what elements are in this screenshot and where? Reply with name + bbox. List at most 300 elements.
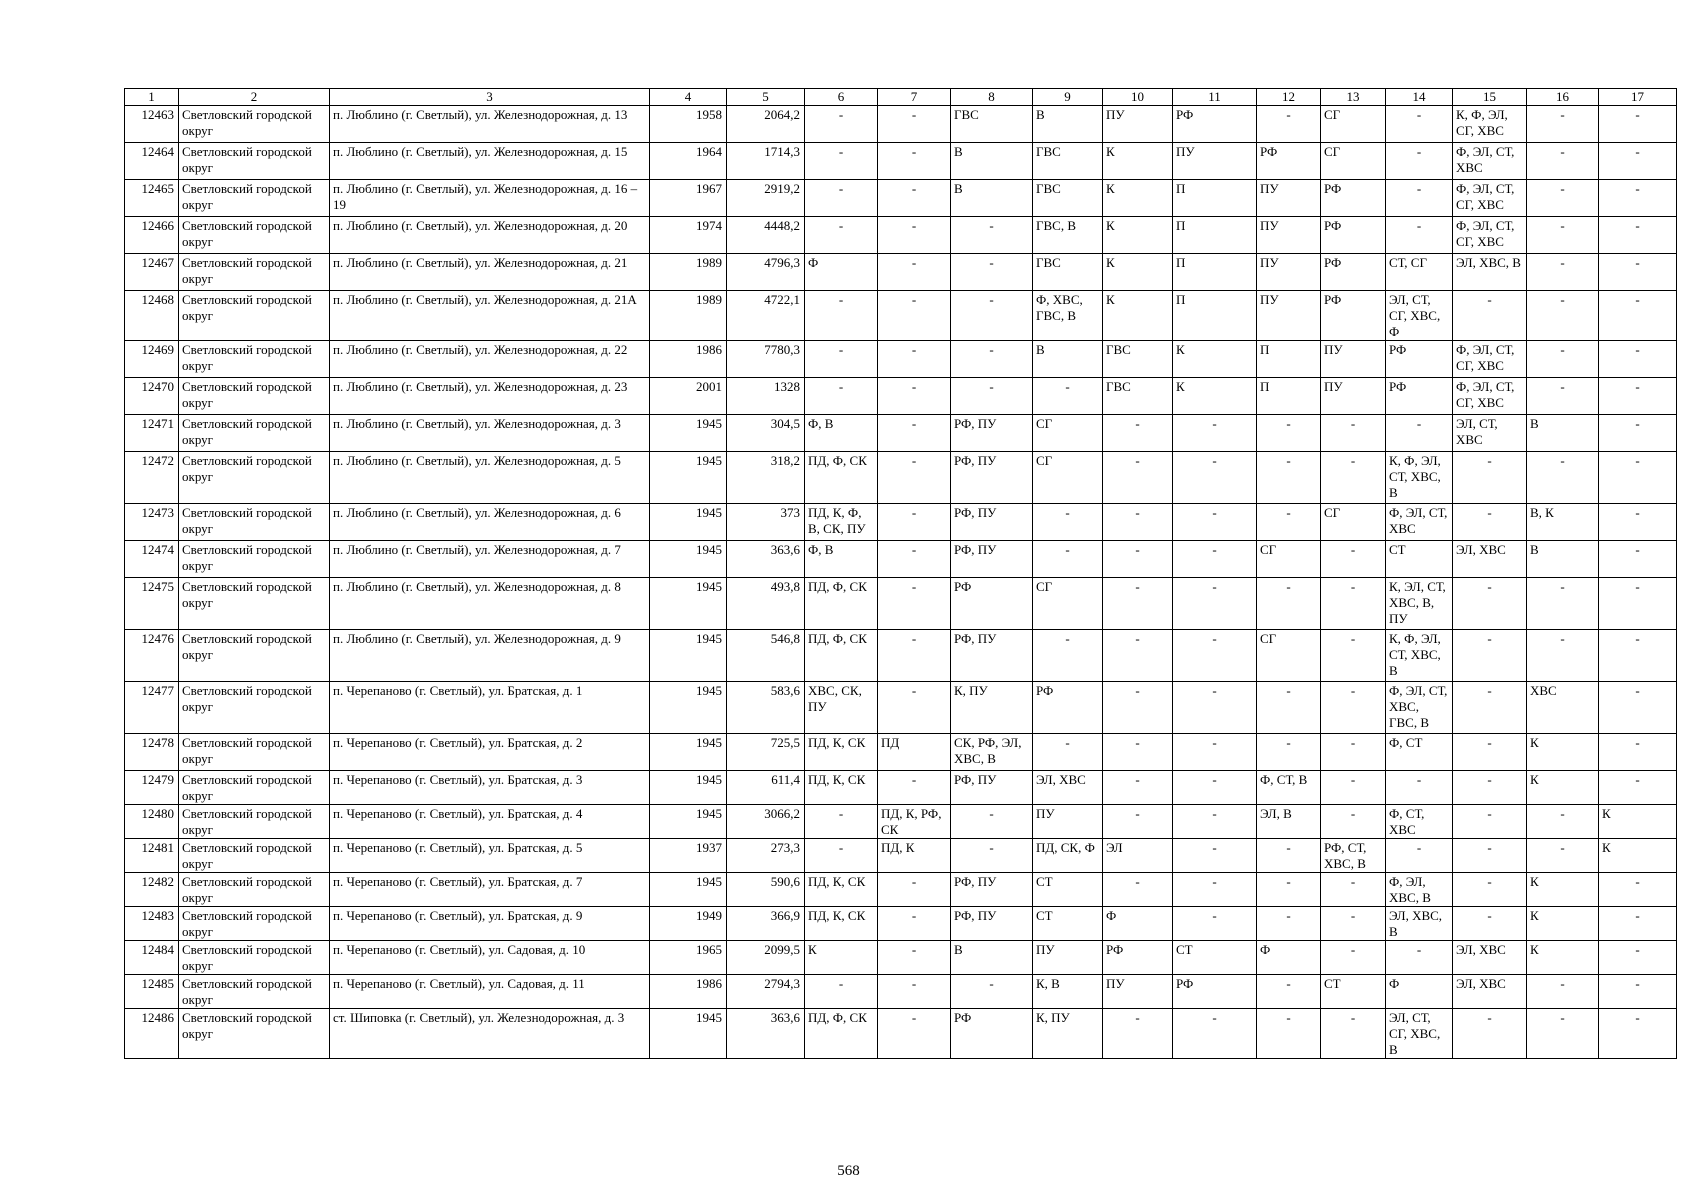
cell-col-3: п. Люблино (г. Светлый), ул. Железнодорожная, д. 16 – 19 — [330, 180, 650, 217]
cell-col-9: К, ПУ — [1033, 1009, 1103, 1059]
cell-col-6: Ф, В — [805, 415, 878, 452]
cell-col-16: К — [1527, 734, 1599, 771]
cell-col-13: - — [1321, 873, 1386, 907]
cell-col-4: 1945 — [650, 1009, 727, 1059]
cell-col-13: - — [1321, 907, 1386, 941]
cell-col-6: - — [805, 975, 878, 1009]
cell-col-13: - — [1321, 578, 1386, 630]
cell-col-5: 4722,1 — [727, 291, 805, 341]
cell-col-12: - — [1257, 873, 1321, 907]
table-row — [125, 180, 1677, 217]
cell-col-2: Светловский городской округ — [179, 805, 330, 839]
cell-col-7: - — [878, 630, 951, 682]
cell-col-5: 366,9 — [727, 907, 805, 941]
cell-col-15: - — [1453, 504, 1527, 541]
cell-col-17: - — [1599, 941, 1677, 975]
cell-col-8: - — [951, 291, 1033, 341]
cell-col-13: РФ, СТ, ХВС, В — [1321, 839, 1386, 873]
cell-col-7: - — [878, 771, 951, 805]
cell-col-11: П — [1173, 291, 1257, 341]
cell-col-4: 1945 — [650, 415, 727, 452]
cell-col-14: Ф, СТ, ХВС — [1386, 805, 1453, 839]
cell-col-8: РФ, ПУ — [951, 504, 1033, 541]
cell-col-3: п. Черепаново (г. Светлый), ул. Садовая, д. 10 — [330, 941, 650, 975]
cell-col-7: ПД, К, РФ, СК — [878, 805, 951, 839]
table-row — [125, 415, 1677, 452]
cell-col-11: ПУ — [1173, 143, 1257, 180]
cell-col-10: - — [1103, 771, 1173, 805]
cell-col-4: 1945 — [650, 452, 727, 504]
table-row — [125, 106, 1677, 143]
cell-col-9: СТ — [1033, 907, 1103, 941]
page-number: 568 — [837, 1163, 860, 1179]
cell-col-9: Ф, ХВС, ГВС, В — [1033, 291, 1103, 341]
cell-col-1: 12483 — [125, 907, 179, 941]
cell-col-1: 12469 — [125, 341, 179, 378]
cell-col-14: - — [1386, 143, 1453, 180]
cell-col-7: ПД — [878, 734, 951, 771]
cell-col-2: Светловский городской округ — [179, 341, 330, 378]
cell-col-10: К — [1103, 217, 1173, 254]
cell-col-9: ПУ — [1033, 941, 1103, 975]
cell-col-5: 2919,2 — [727, 180, 805, 217]
cell-col-11: - — [1173, 771, 1257, 805]
cell-col-9: - — [1033, 630, 1103, 682]
cell-col-16: К — [1527, 873, 1599, 907]
cell-col-6: ПД, Ф, СК — [805, 1009, 878, 1059]
cell-col-6: Ф, В — [805, 541, 878, 578]
cell-col-11: СТ — [1173, 941, 1257, 975]
cell-col-16: В, К — [1527, 504, 1599, 541]
cell-col-15: - — [1453, 452, 1527, 504]
cell-col-11: - — [1173, 839, 1257, 873]
cell-col-2: Светловский городской округ — [179, 378, 330, 415]
cell-col-2: Светловский городской округ — [179, 907, 330, 941]
cell-col-16: - — [1527, 291, 1599, 341]
cell-col-1: 12468 — [125, 291, 179, 341]
cell-col-7: - — [878, 143, 951, 180]
cell-col-14: Ф — [1386, 975, 1453, 1009]
cell-col-17: - — [1599, 504, 1677, 541]
cell-col-6: ПД, К, СК — [805, 771, 878, 805]
cell-col-12: - — [1257, 734, 1321, 771]
cell-col-5: 611,4 — [727, 771, 805, 805]
col-header-8: 8 — [951, 89, 1033, 106]
cell-col-15: - — [1453, 839, 1527, 873]
cell-col-12: - — [1257, 578, 1321, 630]
cell-col-4: 1945 — [650, 734, 727, 771]
cell-col-16: - — [1527, 805, 1599, 839]
cell-col-6: - — [805, 341, 878, 378]
cell-col-14: ЭЛ, ХВС, В — [1386, 907, 1453, 941]
cell-col-4: 1986 — [650, 341, 727, 378]
table-row — [125, 143, 1677, 180]
cell-col-11: - — [1173, 578, 1257, 630]
cell-col-11: - — [1173, 541, 1257, 578]
table-row — [125, 873, 1677, 907]
cell-col-13: - — [1321, 941, 1386, 975]
col-header-16: 16 — [1527, 89, 1599, 106]
cell-col-6: - — [805, 106, 878, 143]
cell-col-1: 12476 — [125, 630, 179, 682]
cell-col-5: 4796,3 — [727, 254, 805, 291]
cell-col-16: - — [1527, 254, 1599, 291]
cell-col-9: В — [1033, 341, 1103, 378]
cell-col-9: ГВС — [1033, 254, 1103, 291]
cell-col-14: - — [1386, 180, 1453, 217]
cell-col-10: РФ — [1103, 941, 1173, 975]
cell-col-2: Светловский городской округ — [179, 452, 330, 504]
cell-col-6: ПД, Ф, СК — [805, 578, 878, 630]
cell-col-16: - — [1527, 217, 1599, 254]
cell-col-14: - — [1386, 839, 1453, 873]
cell-col-2: Светловский городской округ — [179, 143, 330, 180]
cell-col-4: 1965 — [650, 941, 727, 975]
cell-col-6: - — [805, 378, 878, 415]
cell-col-5: 590,6 — [727, 873, 805, 907]
cell-col-12: РФ — [1257, 143, 1321, 180]
cell-col-5: 493,8 — [727, 578, 805, 630]
cell-col-9: - — [1033, 378, 1103, 415]
cell-col-7: - — [878, 291, 951, 341]
register-table — [124, 88, 1677, 1059]
cell-col-5: 2064,2 — [727, 106, 805, 143]
cell-col-9: - — [1033, 504, 1103, 541]
cell-col-17: - — [1599, 217, 1677, 254]
table-row — [125, 578, 1677, 630]
cell-col-6: ПД, К, Ф, В, СК, ПУ — [805, 504, 878, 541]
cell-col-12: СГ — [1257, 541, 1321, 578]
table-row — [125, 541, 1677, 578]
cell-col-4: 1945 — [650, 504, 727, 541]
cell-col-17: - — [1599, 106, 1677, 143]
cell-col-17: - — [1599, 452, 1677, 504]
cell-col-4: 1945 — [650, 771, 727, 805]
cell-col-11: - — [1173, 873, 1257, 907]
cell-col-8: - — [951, 839, 1033, 873]
cell-col-14: СТ — [1386, 541, 1453, 578]
table-body — [125, 106, 1677, 1059]
cell-col-10: - — [1103, 415, 1173, 452]
cell-col-11: К — [1173, 378, 1257, 415]
cell-col-14: - — [1386, 941, 1453, 975]
cell-col-7: - — [878, 217, 951, 254]
table-row — [125, 907, 1677, 941]
cell-col-8: - — [951, 341, 1033, 378]
cell-col-16: - — [1527, 180, 1599, 217]
cell-col-2: Светловский городской округ — [179, 217, 330, 254]
cell-col-15: Ф, ЭЛ, СТ, СГ, ХВС — [1453, 378, 1527, 415]
cell-col-6: Ф — [805, 254, 878, 291]
cell-col-2: Светловский городской округ — [179, 254, 330, 291]
cell-col-9: СГ — [1033, 578, 1103, 630]
cell-col-17: - — [1599, 578, 1677, 630]
cell-col-1: 12479 — [125, 771, 179, 805]
cell-col-12: - — [1257, 682, 1321, 734]
cell-col-11: К — [1173, 341, 1257, 378]
cell-col-8: СК, РФ, ЭЛ, ХВС, В — [951, 734, 1033, 771]
cell-col-13: - — [1321, 1009, 1386, 1059]
cell-col-9: ГВС, В — [1033, 217, 1103, 254]
cell-col-5: 363,6 — [727, 541, 805, 578]
cell-col-12: - — [1257, 106, 1321, 143]
col-header-15: 15 — [1453, 89, 1527, 106]
cell-col-17: - — [1599, 630, 1677, 682]
cell-col-7: - — [878, 1009, 951, 1059]
cell-col-7: - — [878, 975, 951, 1009]
cell-col-10: - — [1103, 682, 1173, 734]
cell-col-12: - — [1257, 839, 1321, 873]
cell-col-13: - — [1321, 805, 1386, 839]
cell-col-13: - — [1321, 630, 1386, 682]
cell-col-2: Светловский городской округ — [179, 415, 330, 452]
cell-col-16: - — [1527, 975, 1599, 1009]
cell-col-1: 12477 — [125, 682, 179, 734]
cell-col-10: - — [1103, 805, 1173, 839]
cell-col-15: К, Ф, ЭЛ, СГ, ХВС — [1453, 106, 1527, 143]
cell-col-17: - — [1599, 734, 1677, 771]
cell-col-2: Светловский городской округ — [179, 839, 330, 873]
cell-col-3: п. Черепаново (г. Светлый), ул. Братская, д. 3 — [330, 771, 650, 805]
cell-col-17: К — [1599, 839, 1677, 873]
cell-col-8: - — [951, 378, 1033, 415]
col-header-11: 11 — [1173, 89, 1257, 106]
cell-col-16: - — [1527, 630, 1599, 682]
cell-col-9: ГВС — [1033, 143, 1103, 180]
cell-col-3: ст. Шиповка (г. Светлый), ул. Железнодорожная, д. 3 — [330, 1009, 650, 1059]
cell-col-11: - — [1173, 1009, 1257, 1059]
cell-col-3: п. Люблино (г. Светлый), ул. Железнодорожная, д. 8 — [330, 578, 650, 630]
cell-col-11: РФ — [1173, 106, 1257, 143]
cell-col-4: 2001 — [650, 378, 727, 415]
cell-col-4: 1945 — [650, 630, 727, 682]
cell-col-13: РФ — [1321, 180, 1386, 217]
cell-col-1: 12482 — [125, 873, 179, 907]
cell-col-6: ХВС, СК, ПУ — [805, 682, 878, 734]
cell-col-4: 1945 — [650, 578, 727, 630]
cell-col-17: - — [1599, 180, 1677, 217]
cell-col-16: - — [1527, 839, 1599, 873]
cell-col-10: ЭЛ — [1103, 839, 1173, 873]
cell-col-14: - — [1386, 415, 1453, 452]
cell-col-1: 12471 — [125, 415, 179, 452]
cell-col-4: 1974 — [650, 217, 727, 254]
cell-col-16: К — [1527, 907, 1599, 941]
cell-col-4: 1964 — [650, 143, 727, 180]
cell-col-11: - — [1173, 907, 1257, 941]
cell-col-10: - — [1103, 734, 1173, 771]
cell-col-14: ЭЛ, СТ, СГ, ХВС, В — [1386, 1009, 1453, 1059]
cell-col-17: - — [1599, 254, 1677, 291]
cell-col-4: 1945 — [650, 682, 727, 734]
table-row — [125, 1009, 1677, 1059]
cell-col-13: ПУ — [1321, 378, 1386, 415]
cell-col-6: ПД, К, СК — [805, 734, 878, 771]
cell-col-6: - — [805, 291, 878, 341]
cell-col-13: - — [1321, 541, 1386, 578]
table-row — [125, 975, 1677, 1009]
cell-col-3: п. Черепаново (г. Светлый), ул. Братская, д. 5 — [330, 839, 650, 873]
cell-col-1: 12463 — [125, 106, 179, 143]
cell-col-4: 1989 — [650, 291, 727, 341]
cell-col-2: Светловский городской округ — [179, 682, 330, 734]
cell-col-2: Светловский городской округ — [179, 541, 330, 578]
cell-col-14: РФ — [1386, 378, 1453, 415]
cell-col-15: Ф, ЭЛ, СТ, СГ, ХВС — [1453, 180, 1527, 217]
cell-col-12: - — [1257, 504, 1321, 541]
cell-col-8: РФ — [951, 1009, 1033, 1059]
cell-col-13: ПУ — [1321, 341, 1386, 378]
cell-col-7: - — [878, 180, 951, 217]
cell-col-11: - — [1173, 682, 1257, 734]
cell-col-10: - — [1103, 873, 1173, 907]
cell-col-14: К, Ф, ЭЛ, СТ, ХВС, В — [1386, 630, 1453, 682]
cell-col-6: ПД, Ф, СК — [805, 630, 878, 682]
cell-col-17: - — [1599, 771, 1677, 805]
cell-col-15: - — [1453, 771, 1527, 805]
cell-col-8: В — [951, 180, 1033, 217]
cell-col-14: ЭЛ, СТ, СГ, ХВС, Ф — [1386, 291, 1453, 341]
cell-col-10: К — [1103, 254, 1173, 291]
cell-col-8: ГВС — [951, 106, 1033, 143]
cell-col-15: - — [1453, 682, 1527, 734]
cell-col-13: РФ — [1321, 291, 1386, 341]
cell-col-7: - — [878, 941, 951, 975]
cell-col-10: К — [1103, 291, 1173, 341]
cell-col-3: п. Люблино (г. Светлый), ул. Железнодорожная, д. 9 — [330, 630, 650, 682]
col-header-5: 5 — [727, 89, 805, 106]
cell-col-4: 1945 — [650, 541, 727, 578]
cell-col-17: - — [1599, 873, 1677, 907]
cell-col-5: 304,5 — [727, 415, 805, 452]
cell-col-9: РФ — [1033, 682, 1103, 734]
cell-col-6: ПД, К, СК — [805, 907, 878, 941]
cell-col-5: 546,8 — [727, 630, 805, 682]
cell-col-7: - — [878, 873, 951, 907]
cell-col-12: ПУ — [1257, 291, 1321, 341]
cell-col-13: СТ — [1321, 975, 1386, 1009]
cell-col-6: К — [805, 941, 878, 975]
cell-col-2: Светловский городской округ — [179, 1009, 330, 1059]
cell-col-5: 2099,5 — [727, 941, 805, 975]
cell-col-15: ЭЛ, ХВС — [1453, 975, 1527, 1009]
cell-col-14: Ф, ЭЛ, ХВС, В — [1386, 873, 1453, 907]
cell-col-2: Светловский городской округ — [179, 734, 330, 771]
cell-col-12: Ф — [1257, 941, 1321, 975]
cell-col-14: РФ — [1386, 341, 1453, 378]
col-header-17: 17 — [1599, 89, 1677, 106]
cell-col-15: Ф, ЭЛ, СТ, СГ, ХВС — [1453, 217, 1527, 254]
cell-col-4: 1958 — [650, 106, 727, 143]
cell-col-6: ПД, Ф, СК — [805, 452, 878, 504]
col-header-14: 14 — [1386, 89, 1453, 106]
cell-col-17: - — [1599, 541, 1677, 578]
cell-col-7: - — [878, 541, 951, 578]
cell-col-2: Светловский городской округ — [179, 291, 330, 341]
cell-col-10: - — [1103, 1009, 1173, 1059]
cell-col-8: РФ, ПУ — [951, 541, 1033, 578]
cell-col-3: п. Черепаново (г. Светлый), ул. Братская, д. 2 — [330, 734, 650, 771]
cell-col-9: - — [1033, 734, 1103, 771]
cell-col-1: 12486 — [125, 1009, 179, 1059]
col-header-13: 13 — [1321, 89, 1386, 106]
cell-col-8: В — [951, 143, 1033, 180]
cell-col-10: К — [1103, 180, 1173, 217]
cell-col-16: К — [1527, 771, 1599, 805]
cell-col-5: 7780,3 — [727, 341, 805, 378]
cell-col-1: 12464 — [125, 143, 179, 180]
cell-col-7: - — [878, 682, 951, 734]
cell-col-16: - — [1527, 1009, 1599, 1059]
cell-col-13: - — [1321, 771, 1386, 805]
cell-col-8: К, ПУ — [951, 682, 1033, 734]
cell-col-9: В — [1033, 106, 1103, 143]
cell-col-13: СГ — [1321, 106, 1386, 143]
cell-col-7: ПД, К — [878, 839, 951, 873]
cell-col-4: 1945 — [650, 873, 727, 907]
cell-col-8: РФ, ПУ — [951, 415, 1033, 452]
cell-col-1: 12480 — [125, 805, 179, 839]
cell-col-8: РФ, ПУ — [951, 771, 1033, 805]
cell-col-10: - — [1103, 504, 1173, 541]
cell-col-5: 725,5 — [727, 734, 805, 771]
cell-col-14: Ф, ЭЛ, СТ, ХВС, ГВС, В — [1386, 682, 1453, 734]
col-header-3: 3 — [330, 89, 650, 106]
cell-col-1: 12465 — [125, 180, 179, 217]
cell-col-3: п. Черепаново (г. Светлый), ул. Братская, д. 7 — [330, 873, 650, 907]
cell-col-16: В — [1527, 415, 1599, 452]
table-row — [125, 941, 1677, 975]
cell-col-13: РФ — [1321, 217, 1386, 254]
cell-col-12: П — [1257, 341, 1321, 378]
cell-col-3: п. Люблино (г. Светлый), ул. Железнодорожная, д. 7 — [330, 541, 650, 578]
cell-col-2: Светловский городской округ — [179, 180, 330, 217]
cell-col-1: 12484 — [125, 941, 179, 975]
cell-col-15: Ф, ЭЛ, СТ, ХВС — [1453, 143, 1527, 180]
cell-col-3: п. Люблино (г. Светлый), ул. Железнодорожная, д. 6 — [330, 504, 650, 541]
cell-col-11: П — [1173, 217, 1257, 254]
cell-col-8: РФ, ПУ — [951, 873, 1033, 907]
cell-col-17: - — [1599, 975, 1677, 1009]
cell-col-3: п. Черепаново (г. Светлый), ул. Братская, д. 1 — [330, 682, 650, 734]
col-header-6: 6 — [805, 89, 878, 106]
cell-col-10: - — [1103, 541, 1173, 578]
table-row — [125, 254, 1677, 291]
cell-col-11: - — [1173, 734, 1257, 771]
cell-col-5: 2794,3 — [727, 975, 805, 1009]
table-row — [125, 682, 1677, 734]
cell-col-13: - — [1321, 415, 1386, 452]
cell-col-7: - — [878, 452, 951, 504]
cell-col-15: - — [1453, 805, 1527, 839]
table-row — [125, 341, 1677, 378]
cell-col-13: СГ — [1321, 504, 1386, 541]
cell-col-12: ЭЛ, В — [1257, 805, 1321, 839]
cell-col-1: 12475 — [125, 578, 179, 630]
cell-col-3: п. Черепаново (г. Светлый), ул. Братская, д. 9 — [330, 907, 650, 941]
cell-col-14: К, ЭЛ, СТ, ХВС, В, ПУ — [1386, 578, 1453, 630]
cell-col-16: - — [1527, 143, 1599, 180]
cell-col-1: 12466 — [125, 217, 179, 254]
cell-col-7: - — [878, 254, 951, 291]
cell-col-17: - — [1599, 1009, 1677, 1059]
cell-col-11: - — [1173, 805, 1257, 839]
cell-col-15: ЭЛ, СТ, ХВС — [1453, 415, 1527, 452]
cell-col-10: - — [1103, 452, 1173, 504]
cell-col-1: 12470 — [125, 378, 179, 415]
cell-col-13: - — [1321, 682, 1386, 734]
cell-col-13: СГ — [1321, 143, 1386, 180]
